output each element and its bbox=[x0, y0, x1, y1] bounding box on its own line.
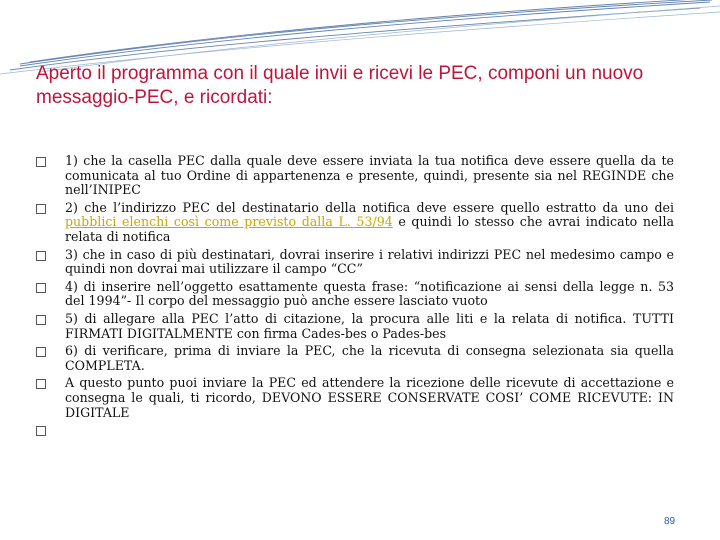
list-item bbox=[36, 312, 674, 341]
square-bullet-icon bbox=[36, 251, 46, 261]
item-text-after-link: e quindi lo stesso che avrai indicato nella relata di notifica bbox=[65, 214, 674, 244]
square-bullet-icon bbox=[36, 283, 46, 293]
item-text: 6) di verificare, prima di inviare la PEC, che la ricevuta di consegna selezionata sia quella COMPLETA. bbox=[65, 343, 674, 373]
page-number: 89 bbox=[664, 516, 676, 527]
list-item bbox=[36, 248, 674, 277]
item-text: A questo punto puoi inviare la PEC ed attendere la ricezione delle ricevute di accettazione e consegna le quali, ti ricordo, DEVONO ESSERE CONSERVATE COSI’ COME RICEVUTE: IN DIGITALE bbox=[65, 375, 674, 420]
item-text: 4) di inserire nell’oggetto esattamente questa frase: “notificazione ai sensi della legge n. 53 del 1994”- Il corpo del messaggio può anche essere lasciato vuoto bbox=[65, 278, 674, 309]
list-item bbox=[36, 201, 674, 245]
list-item bbox=[36, 280, 674, 309]
item-text: 1) che la casella PEC dalla quale deve essere inviata la tua notifica deve essere quella da te comunicata al tuo Ordine di appartenenza e presente, quindi, presente sia nel REGINDE che nell’INIPEC bbox=[65, 153, 674, 198]
item-text: 3) che in caso di più destinatari, dovrai inserire i relativi indirizzi PEC nel medesimo campo e quindi non dovrai mai utilizzare il campo “CC” bbox=[65, 246, 674, 277]
square-bullet-icon bbox=[36, 204, 46, 214]
square-bullet-icon bbox=[36, 157, 46, 167]
list-item bbox=[36, 376, 674, 420]
bullet-list bbox=[36, 154, 674, 440]
pubblici-elenchi-link[interactable]: pubblici elenchi così come previsto dalla L. 53/94 bbox=[65, 214, 393, 230]
list-item bbox=[36, 154, 674, 198]
square-bullet-icon bbox=[36, 379, 46, 389]
list-item bbox=[36, 344, 674, 373]
item-text: 5) di allegare alla PEC l’atto di citazione, la procura alle liti e la relata di notifica. TUTTI FIRMATI DIGITALMENTE con firma Cades-bes o Pades-bes bbox=[65, 310, 674, 341]
slide-title: Aperto il programma con il quale invii e ricevi le PEC, componi un nuovo messaggio-PEC, e ricordati: bbox=[36, 63, 644, 108]
square-bullet-icon bbox=[36, 426, 46, 436]
list-item-empty bbox=[36, 423, 674, 437]
item-text-before-link: 2) che l’indirizzo PEC del destinatario della notifica deve essere quello estratto da uno dei bbox=[65, 199, 674, 215]
square-bullet-icon bbox=[36, 347, 46, 357]
square-bullet-icon bbox=[36, 315, 46, 325]
